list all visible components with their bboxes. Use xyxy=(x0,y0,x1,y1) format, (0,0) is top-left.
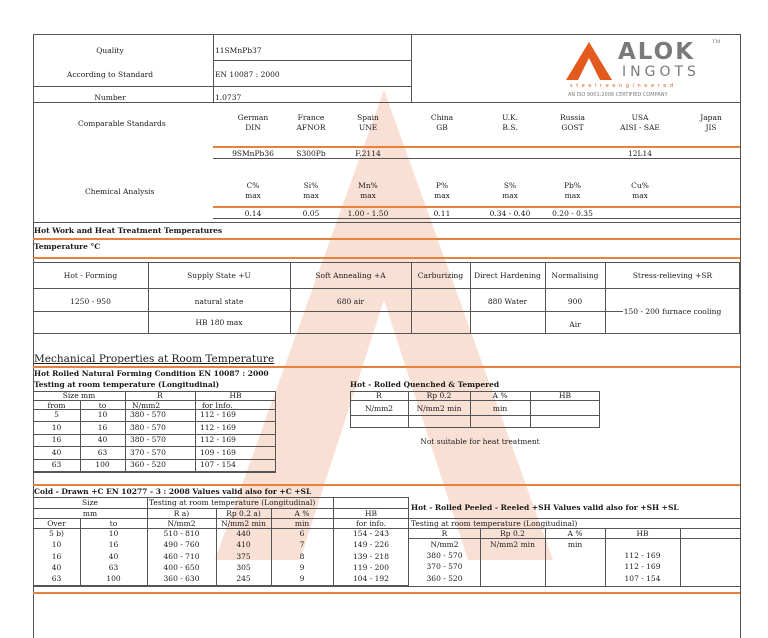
quality-label: Quality xyxy=(96,46,124,55)
chemical-label: Chemical Analysis xyxy=(85,187,155,196)
hr-r: 380 - 570 xyxy=(130,410,166,419)
standard-country: German xyxy=(237,113,269,122)
cold-cell: 410 xyxy=(236,540,251,550)
hr-from: 16 xyxy=(51,435,62,444)
qt-header: Rp 0.2 xyxy=(426,391,452,400)
chem-element: Si% xyxy=(303,181,319,190)
logo-triangle-icon xyxy=(564,40,614,82)
standard-country: China xyxy=(430,113,454,122)
chem-element: Mn% xyxy=(358,181,378,190)
chem-limit: max xyxy=(360,191,376,200)
cold-cell: 5 b) xyxy=(49,529,64,538)
qt-header: HB xyxy=(558,391,572,400)
standard-code: DIN xyxy=(245,123,261,132)
cold-testing-label: Testing at room temperature (Longitudinal) xyxy=(149,498,316,507)
standard-country: Russia xyxy=(559,113,586,122)
cold-header: A % xyxy=(294,509,310,518)
hr-from: 10 xyxy=(51,422,62,432)
hr-to: 40 xyxy=(97,435,108,444)
hr-from: 5 xyxy=(54,410,59,419)
peeled-unit: min xyxy=(567,540,583,549)
r-label: R xyxy=(157,391,163,400)
comparable-label: Comparable Standards xyxy=(78,119,166,128)
r-unit: N/mm2 xyxy=(132,401,161,410)
chem-value: 0.11 xyxy=(433,209,451,218)
standard-code: GB xyxy=(436,123,448,132)
temperature-label: Temperature °C xyxy=(34,242,101,251)
cold-cell: 16 xyxy=(51,551,62,561)
heat-header: Hot - Forming xyxy=(63,271,118,280)
cold-cell: 10 xyxy=(108,529,119,538)
chem-element: S% xyxy=(503,181,517,190)
chem-limit: max xyxy=(632,191,648,200)
hot-forming-value: 1250 - 950 xyxy=(70,297,111,306)
quality-value: 11SMnPb37 xyxy=(215,46,262,55)
chem-limit: max xyxy=(434,191,450,200)
hr-hb: 107 - 154 xyxy=(200,460,236,469)
peeled-hb: 112 - 169 xyxy=(624,562,661,572)
chem-element: P% xyxy=(435,181,449,190)
cold-cell: 400 - 650 xyxy=(163,562,200,572)
peeled-header: Rp 0.2 xyxy=(500,529,525,538)
hr-from: 63 xyxy=(51,460,62,469)
normalising-value: 900 xyxy=(567,297,583,306)
cold-mm-label: mm xyxy=(82,509,98,518)
standard-label: According to Standard xyxy=(66,70,154,79)
chem-element: C% xyxy=(246,181,260,190)
hr-r: 380 - 570 xyxy=(130,422,166,432)
cold-title: Cold - Drawn +C EN 10277 - 3 : 2008 Values valid also for +C +SL xyxy=(34,487,312,496)
standard-value: 9SMnPb36 xyxy=(232,149,274,158)
hr-to: 63 xyxy=(97,447,108,457)
standard-value: S300Pb xyxy=(296,149,326,158)
cold-cell: 119 - 200 xyxy=(353,562,389,572)
hr-r: 380 - 570 xyxy=(130,435,166,444)
cold-unit: N/mm2 min xyxy=(221,519,266,528)
cold-cell: 149 - 226 xyxy=(353,540,389,550)
standard-country: USA xyxy=(631,113,649,122)
logo-cert: AN ISO 9001:2008 CERTIFIED COMPANY xyxy=(568,92,668,98)
cold-cell: 40 xyxy=(51,562,62,572)
number-label: Number xyxy=(94,93,126,102)
peeled-unit: N/mm2 min xyxy=(490,540,535,549)
heat-title: Hot Work and Heat Treatment Temperatures xyxy=(34,226,223,235)
cold-header: HB xyxy=(364,509,378,518)
over-label: Over xyxy=(47,519,66,528)
chem-limit: max xyxy=(502,191,518,200)
peeled-unit: N/mm2 xyxy=(430,540,459,549)
direct-hardening-value: 880 Water xyxy=(487,297,528,306)
peeled-r: 380 - 570 xyxy=(426,551,463,560)
cold-cell: 63 xyxy=(51,574,62,584)
cold-cell: 8 xyxy=(299,551,305,561)
mech-title: Mechanical Properties at Room Temperature xyxy=(34,353,275,365)
supply-value: natural state xyxy=(194,297,244,306)
hr-r: 370 - 570 xyxy=(130,447,166,457)
chem-value: 0.05 xyxy=(302,209,320,218)
cold-cell: 360 - 630 xyxy=(163,574,200,584)
standard-country: U.K. xyxy=(501,113,518,122)
cold-to-label: to xyxy=(109,519,118,528)
from-label: from xyxy=(47,401,66,410)
qt-unit: N/mm2 xyxy=(364,404,394,413)
cold-size-label: Size xyxy=(82,498,98,507)
standard-value: EN 10087 : 2000 xyxy=(215,70,280,79)
standard-country: France xyxy=(297,113,325,122)
peeled-header: A % xyxy=(567,529,583,538)
cold-header: Rp 0.2 a) xyxy=(226,509,261,518)
heat-header: Supply State +U xyxy=(187,271,251,280)
cold-cell: 460 - 710 xyxy=(163,551,200,561)
peeled-hb: 107 - 154 xyxy=(624,573,661,583)
heat-header: Normalising xyxy=(551,271,599,280)
standard-value: 12L14 xyxy=(627,149,653,158)
hot-rolled-title: Hot Rolled Natural Forming Condition EN 10087 : 2000 xyxy=(34,369,269,378)
cold-unit: for info. xyxy=(355,519,387,528)
number-value: 1.0737 xyxy=(215,93,242,102)
hr-r: 360 - 520 xyxy=(130,460,166,469)
qt-header: A % xyxy=(492,391,508,400)
not-suitable-note: Not suitable for heat treatment xyxy=(420,437,540,446)
hr-hb: 112 - 169 xyxy=(200,410,236,419)
annealing-value: 680 air xyxy=(336,297,365,306)
qt-unit: N/mm2 min xyxy=(416,404,462,413)
standard-code: AISI - SAE xyxy=(620,123,660,132)
peeled-header: HB xyxy=(636,529,649,538)
chem-element: Pb% xyxy=(564,181,581,190)
heat-header: Soft Annealing +A xyxy=(315,271,386,280)
testing-title: Testing at room temperature (Longitudinal) xyxy=(34,380,220,389)
hr-hb: 109 - 169 xyxy=(200,447,236,457)
cold-cell: 63 xyxy=(108,562,119,572)
chem-value: 1.00 - 1.50 xyxy=(347,209,389,218)
standard-value: F.2114 xyxy=(355,149,381,158)
logo-sub: INGOTS xyxy=(622,64,700,80)
peeled-header: R xyxy=(441,529,448,538)
cold-header: R a) xyxy=(173,509,190,518)
cold-unit: N/mm2 xyxy=(167,519,196,528)
logo-tagline: s t e e l r e e n g i n e e r e d xyxy=(570,83,675,89)
standard-code: GOST xyxy=(561,123,584,132)
stress-relieving-value: 150 - 200 furnace cooling xyxy=(623,307,722,316)
cold-cell: 490 - 760 xyxy=(163,540,200,550)
chem-value: 0.20 - 0.35 xyxy=(552,209,593,218)
heat-header: Carburizing xyxy=(417,271,464,280)
hr-from: 40 xyxy=(51,447,62,457)
cold-cell: 10 xyxy=(51,540,62,550)
hr-to: 10 xyxy=(97,410,108,419)
hr-to: 16 xyxy=(97,422,108,432)
peeled-testing-label: Testing at room temperature (Longitudinal) xyxy=(411,519,578,528)
chem-value: 0.34 - 0.40 xyxy=(489,209,531,218)
company-logo xyxy=(560,38,730,100)
hb-info: for Info. xyxy=(202,401,233,410)
hr-hb: 112 - 169 xyxy=(200,422,236,432)
chem-element: Cu% xyxy=(631,181,649,190)
peeled-r: 370 - 570 xyxy=(426,562,463,572)
chem-limit: max xyxy=(564,191,581,200)
logo-tm: TM xyxy=(712,39,721,45)
cold-cell: 7 xyxy=(299,540,305,550)
cold-unit: min xyxy=(294,519,310,528)
standard-country: Spain xyxy=(357,113,379,122)
hb-label: HB xyxy=(229,391,242,400)
hr-to: 100 xyxy=(95,460,110,469)
cold-cell: 139 - 218 xyxy=(353,551,389,561)
cold-cell: 440 xyxy=(236,529,251,538)
cold-cell: 510 - 810 xyxy=(163,529,200,538)
cold-cell: 9 xyxy=(299,574,305,584)
peeled-hb: 112 - 169 xyxy=(624,551,661,560)
cold-cell: 245 xyxy=(236,574,251,584)
peeled-r: 360 - 520 xyxy=(426,573,463,583)
cold-cell: 16 xyxy=(108,540,119,550)
chem-value: 0.14 xyxy=(244,209,262,218)
chem-limit: max xyxy=(245,191,261,200)
cold-cell: 40 xyxy=(108,551,119,561)
cold-cell: 305 xyxy=(236,562,251,572)
supply-hb-value: HB 180 max xyxy=(195,318,243,327)
heat-header: Direct Hardening xyxy=(474,271,541,280)
peeled-title: Hot - Rolled Peeled - Reeled +SH Values valid also for +SH +SL xyxy=(411,503,679,512)
hr-hb: 112 - 169 xyxy=(200,435,236,444)
cold-cell: 100 xyxy=(106,574,121,584)
standard-country: Japan xyxy=(700,113,722,122)
standard-code: JIS xyxy=(705,123,717,132)
standard-code: B.S. xyxy=(502,123,518,132)
standard-code: AFNOR xyxy=(296,123,326,132)
qt-title: Hot - Rolled Quenched & Tempered xyxy=(350,380,500,389)
cold-cell: 104 - 192 xyxy=(353,574,389,584)
heat-header: Stress-relieving +SR xyxy=(632,271,713,280)
normalising-air-value: Air xyxy=(569,320,581,329)
cold-cell: 9 xyxy=(299,562,305,572)
size-mm-label: Size mm xyxy=(62,391,96,400)
cold-cell: 154 - 243 xyxy=(353,529,389,538)
standard-code: UNE xyxy=(358,123,378,132)
cold-cell: 375 xyxy=(236,551,251,561)
chem-limit: max xyxy=(303,191,319,200)
logo-name: ALOK xyxy=(618,39,696,65)
qt-header: R xyxy=(376,391,382,400)
qt-unit: min xyxy=(492,404,508,413)
to-label: to xyxy=(98,401,107,410)
cold-cell: 6 xyxy=(299,529,305,538)
